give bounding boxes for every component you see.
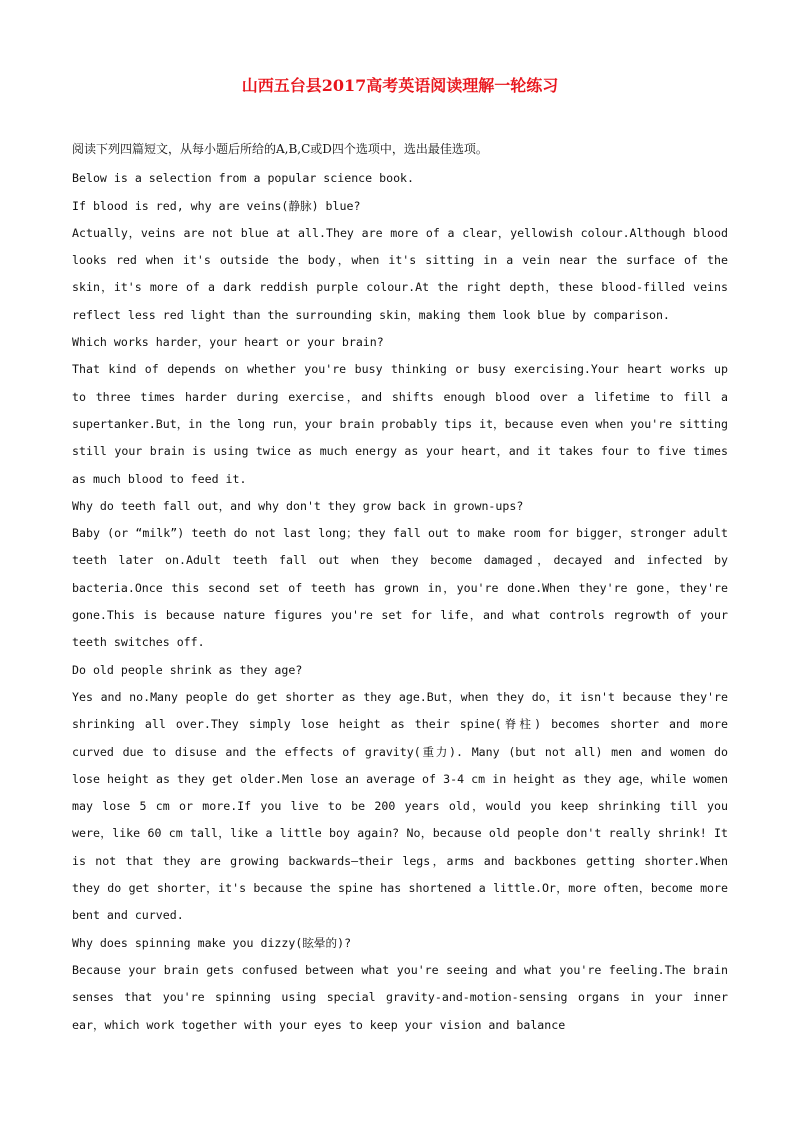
question-heading: If blood is red, why are veins(静脉) blue?	[72, 198, 361, 213]
answer-paragraph: Yes and no.Many people do get shorter as they age.But，when they do，it isn't because they're shrinking all over.They simply lose height as their spine(脊柱) becomes shorter and more curved due to disuse and the effects of gravity(重力). Many (but not all) men and women do lose height as they get older.Men lose an average of 3-4 cm in height as they age，while women may lose 5 cm or more.If you live to be 200 years old，would you keep shrinking till you were，like 60 cm tall，like a little boy again? No，because old people don't really shrink! It is not that they are growing backwards—their legs，arms and backbones getting shorter.When they do get shorter，it's because the spine has shortened a little.Or，more often，become more bent and curved.	[72, 689, 728, 923]
document-body	[72, 136, 728, 1039]
answer-paragraph: That kind of depends on whether you're busy thinking or busy exercising.Your heart works up to three times harder during exercise，and shifts enough blood over a lifetime to fill a supertanker.But，in the long run，your brain probably tips it，because even when you're sitting still your brain is using twice as much energy as your heart，and it takes four to five times as much blood to feed it.	[72, 362, 729, 486]
answer-paragraph: Baby (or “milk”) teeth do not last long；they fall out to make room for bigger，stronger adult teeth later on.Adult teeth fall out when they become damaged，decayed and infected by bacteria.Once this second set of teeth has grown in，you're done.When they're gone，they're gone.This is because nature figures you're set for life，and what controls regrowth of your teeth switches off.	[72, 526, 728, 650]
answer-paragraph: Because your brain gets confused between what you're seeing and what you're feeling.The brain senses that you're spinning using special gravity-and-motion-sensing organs in your inner ear，which work together with your eyes to keep your vision and balance	[72, 962, 728, 1032]
question-heading: Why does spinning make you dizzy(眩晕的)?	[72, 935, 352, 950]
question-heading: Which works harder，your heart or your brain?	[72, 335, 384, 350]
answer-paragraph: Actually，veins are not blue at all.They are more of a clear，yellowish colour.Although blood looks red when it's outside the body，when it's sitting in a vein near the surface of the skin，it's more of a dark reddish purple colour.At the right depth，these blood-filled veins reflect less red light than the surrounding skin，making them look blue by comparison.	[72, 225, 728, 322]
instruction-text: 阅读下列四篇短文，从每小题后所给的A,B,C或D四个选项中，选出最佳选项。	[72, 142, 488, 156]
document-title: 山西五台县2017高考英语阅读理解一轮练习	[241, 76, 559, 95]
question-heading: Why do teeth fall out，and why don't they grow back in grown-ups?	[72, 498, 524, 513]
intro-text: Below is a selection from a popular science book.	[72, 171, 415, 186]
question-heading: Do old people shrink as they age?	[72, 662, 303, 677]
